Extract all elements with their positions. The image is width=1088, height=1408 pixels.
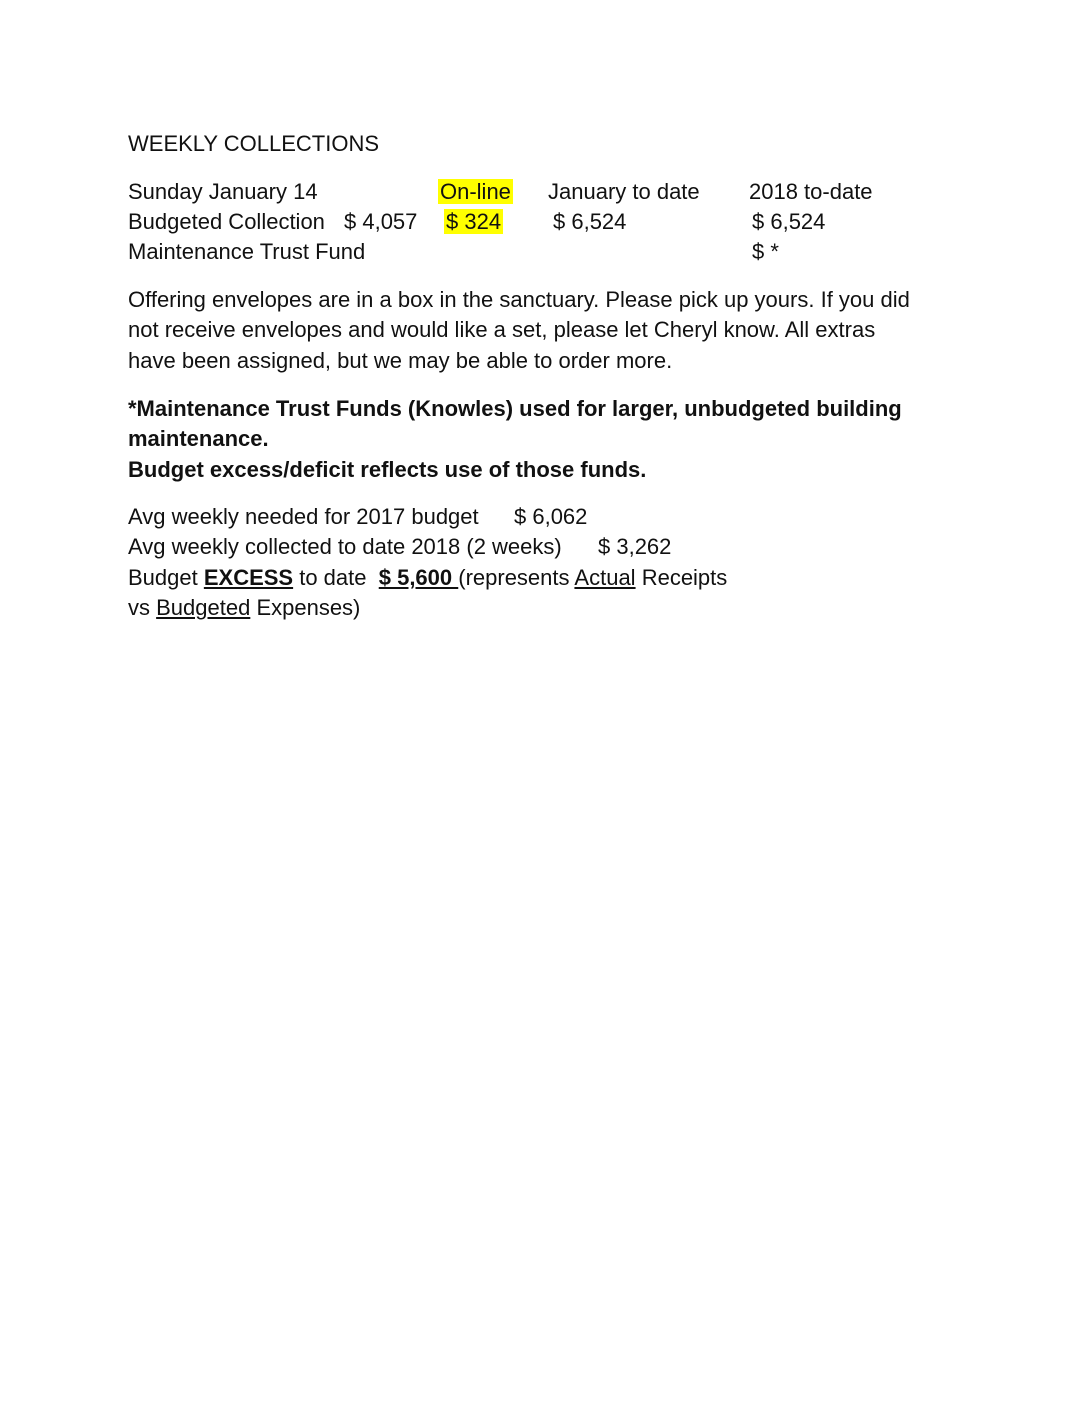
actual-word: Actual	[574, 565, 636, 590]
receipts-text: Receipts	[635, 565, 728, 590]
trust-fund-note-line: *Maintenance Trust Funds (Knowles) used for larger, unbudgeted building	[128, 396, 902, 421]
vs-text: vs	[128, 595, 157, 620]
year-amount: $ 6,524	[752, 209, 826, 234]
excess-word: EXCESS	[203, 565, 294, 590]
budget-mid: to date	[293, 565, 379, 590]
avg-needed-label: Avg weekly needed for 2017 budget	[128, 504, 479, 529]
avg-collected-label: Avg weekly collected to date 2018 (2 weeks)	[128, 534, 562, 559]
budget-prefix: Budget	[128, 565, 204, 590]
maintenance-fund-amount: $ *	[752, 239, 779, 264]
trust-fund-note-line: maintenance.	[128, 426, 269, 451]
budget-excess-line	[128, 563, 727, 593]
page-title: WEEKLY COLLECTIONS	[128, 131, 380, 156]
expenses-text: Expenses)	[250, 595, 361, 620]
online-amount	[444, 207, 503, 237]
envelope-paragraph-line: not receive envelopes and would like a set, please let Cheryl know. All extras	[128, 317, 876, 342]
row-date-label: Sunday January 14	[128, 179, 318, 204]
avg-collected-value: $ 3,262	[598, 534, 672, 559]
envelope-paragraph-line: have been assigned, but we may be able to order more.	[128, 348, 673, 373]
excess-amount: $ 5,600	[378, 565, 459, 590]
month-amount: $ 6,524	[553, 209, 627, 234]
budgeted-word: Budgeted	[156, 595, 251, 620]
trust-fund-note-line: Budget excess/deficit reflects use of those funds.	[128, 457, 647, 482]
year-header: 2018 to-date	[749, 179, 873, 204]
online-amount-highlight: $ 324	[446, 209, 502, 234]
budgeted-collection-amount: $ 4,057	[344, 209, 418, 234]
month-header: January to date	[548, 179, 700, 204]
represents-text: (represents	[458, 565, 575, 590]
online-header	[438, 177, 513, 207]
budgeted-collection-label: Budgeted Collection	[128, 209, 325, 234]
budget-excess-line-2	[128, 593, 360, 623]
online-header-highlight: On-line	[440, 179, 511, 204]
avg-needed-value: $ 6,062	[514, 504, 588, 529]
maintenance-fund-label: Maintenance Trust Fund	[128, 239, 366, 264]
envelope-paragraph-line: Offering envelopes are in a box in the sanctuary. Please pick up yours. If you did	[128, 287, 910, 312]
